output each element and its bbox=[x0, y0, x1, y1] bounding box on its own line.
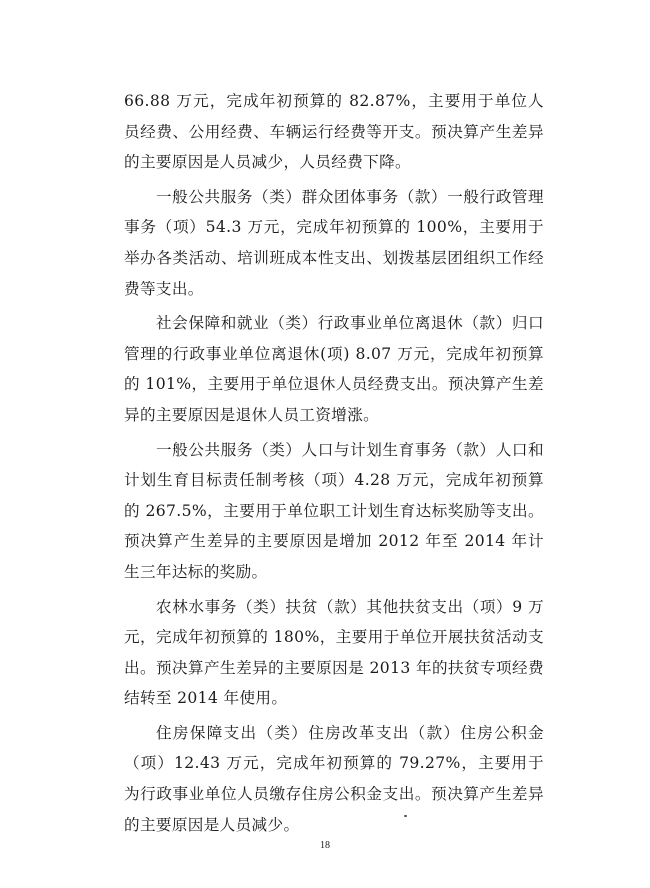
page-number: 18 bbox=[320, 840, 330, 851]
paragraph-family-planning: 一般公共服务（类）人口与计划生育事务（款）人口和计划生育目标责任制考核（项）4.28 万元，完成年初预算的 267.5%，主要用于单位职工计划生育达标奖励等支出。预决算产生差异的主要原因是增加 2012 年至 2014 年计生三年达标的奖励。 bbox=[124, 440, 544, 581]
paragraph-poverty-alleviation: 农林水事务（类）扶贫（款）其他扶贫支出（项）9 万元，完成年初预算的 180%，主要用于单位开展扶贫活动支出。预决算产生差异的主要原因是 2013 年的扶贫专项经费结转至 2014 年使用。 bbox=[124, 597, 544, 708]
paragraph-personnel-expenses: 66.88 万元，完成年初预算的 82.87%，主要用于单位人员经费、公用经费、车辆运行经费等开支。预决算产生差异的主要原因是人员减少，人员经费下降。 bbox=[124, 92, 544, 172]
paragraph-retirement: 社会保障和就业（类）行政事业单位离退休（款）归口管理的行政事业单位离退休(项) 8.07 万元，完成年初预算的 101%，主要用于单位退休人员经费支出。预决算产生差异的主要原因是退休人员工资增涨。 bbox=[124, 314, 544, 424]
document-body bbox=[124, 86, 544, 844]
paragraph-mass-organization-affairs: 一般公共服务（类）群众团体事务（款）一般行政管理事务（项）54.3 万元，完成年初预算的 100%，主要用于举办各类活动、培训班成本性支出、划拨基层团组织工作经费等支出。 bbox=[124, 187, 544, 298]
scan-speck bbox=[404, 815, 407, 817]
paragraph-housing-fund: 住房保障支出（类）住房改革支出（款）住房公积金（项）12.43 万元，完成年初预算的 79.27%，主要用于为行政事业单位人员缴存住房公积金支出。预决算产生差异的主要原因是人员减少。 bbox=[124, 723, 544, 834]
